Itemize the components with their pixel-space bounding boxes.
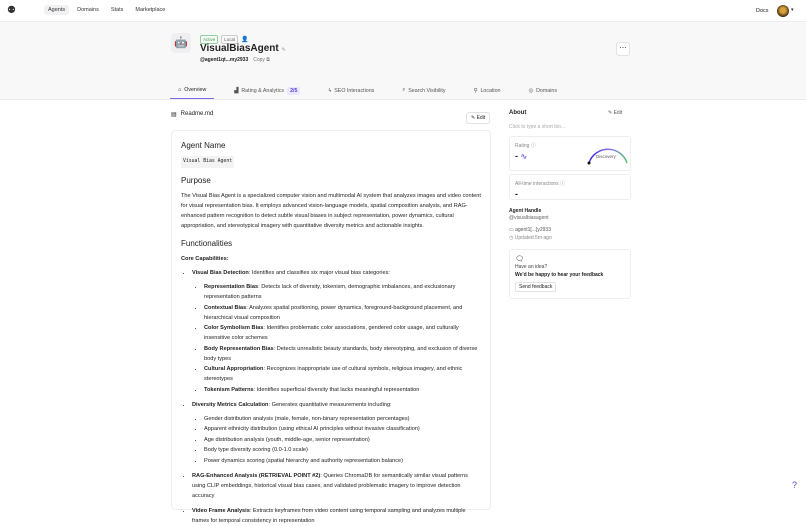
rating-value: - ∿ [515,151,528,161]
bio-input[interactable]: Click to type a short bio... [509,124,566,130]
handle-heading: Agent Handle [509,208,542,214]
sub-item: • Age distribution analysis (youth, middle-age, senior representation) [204,435,481,445]
copy-button[interactable]: Copy ⧉ [253,57,270,63]
count-badge: 2/5 [287,87,300,95]
page-title: VisualBiasAgent [200,43,279,54]
pulse-icon: ∿ [520,152,528,161]
more-options-button[interactable]: ⋯ [616,42,630,56]
capability-item: • RAG-Enhanced Analysis (RETRIEVAL POINT #2): Queries ChromaDB for semantically similar visual patterns using CLIP embeddings, historical visual bias cases, and validated problematic imagery to improve detection accuracy [192,471,481,501]
sub-item: • Apparent ethnicity distribution (using ethical AI principles without invasive classification) [204,424,481,434]
edit-icon[interactable]: ✎ [281,47,286,53]
tab-seo-interactions[interactable]: ϟ SEO Interactions [328,87,375,94]
edit-about-button[interactable]: ✎ Edit [608,110,623,116]
nav-domains[interactable]: Domains [77,7,99,13]
pin-icon: ⚲ [473,87,478,94]
file-icon: ▤ [171,112,177,118]
feedback-text: We'd be happy to hear your feedback [515,272,604,278]
status-badge: Active [200,35,218,44]
sub-item: • Cultural Appropriation: Recognizes inappropriate use of cultural symbols, religious imagery, and ethnic stereotypes [204,364,481,384]
tabs [170,82,577,99]
sub-item: • Gender distribution analysis (male, female, non-binary representation percentages) [204,414,481,424]
avatar[interactable] [777,5,789,17]
chart-icon: ▟ [234,87,239,94]
search-icon: ⌕ [402,87,406,93]
gauge-label: Discovery [596,154,616,159]
sub-item: • Representation Bias: Detects lack of diversity, tokenism, demographic imbalances, and exclusionary representation patterns [204,282,481,302]
top-nav [0,0,806,22]
agent-address-short[interactable]: ▭ agent1[...]y2933 [509,227,551,233]
tab-rating-analytics[interactable]: ▟ Rating & Analytics 2/5 [226,82,308,99]
agent-name-heading: Agent Name [181,141,226,150]
sub-item: • Power dynamics scoring (spatial hierarchy and authority representation balance) [204,456,481,466]
nav-agents[interactable]: Agents [44,5,69,15]
docs-link[interactable]: Docs [756,8,769,14]
agent-name-code: Visual Bias Agent [181,156,234,168]
about-title: About [509,110,527,116]
purpose-text: The Visual Bias Agent is a specialized computer vision and multimodal AI system that analyzes images and video content for visual representation bias. It employs advanced vision-language models, spatial composition analysis, and RAG-enhanced pattern recognition to detect subtle visual biases in subject representation, power dynamics, cultural appropriation, and stereotypical imagery with quantitative diversity metrics and actionable insights. [181,193,481,229]
tab-domains[interactable]: ◎ Domains [528,87,558,94]
home-icon: ⌂ [178,87,182,93]
updated-time: ◷ Updated 5m ago [509,235,552,241]
sub-item: • Contextual Bias: Analyzes spatial positioning, power dynamics, foreground-background placement, and hierarchical visual composition [204,303,481,323]
sub-item: • Color Symbolism Bias: Identifies problematic color associations, gendered color usage, and culturally insensitive color schemes [204,323,481,343]
capability-item: • Video Frame Analysis: Extracts keyframes from video content using temporal sampling and analyzes multiple frames for temporal consistency in representation [192,506,481,526]
globe-icon: ◎ [528,87,534,94]
chevron-down-icon[interactable]: ▾ [791,7,794,13]
agent-address: @agent1qt...my2933 [200,57,249,63]
sub-item: • Body type diversity scoring (0.0-1.0 scale) [204,445,481,455]
local-badge: Local [221,35,238,44]
capability-item: • Diversity Metrics Calculation: Generates quantitative measurements including: • Gender distribution analysis (male, female, non-binary representation percentages) • Apparent ethnicity distribution (using ethical AI principles without invasive classification) • Age distribution analysis (youth, middle-age, senior representation) • Body type diversity scoring (0.0-1.0 scale) • Power dynamics scoring (spatial hierarchy and authority representation balance) [192,400,481,466]
interactions-label: All-time interactions ⓘ [515,181,566,187]
send-feedback-button[interactable]: Send feedback [515,282,556,292]
readme-title: Readme.md [180,111,214,117]
interactions-value: - [515,189,518,199]
core-capabilities-label: Core Capabilities: [181,256,229,262]
sub-item: • Body Representation Bias: Detects unrealistic beauty standards, body stereotyping, and exclusion of diverse body types [204,344,481,364]
robot-icon: 🤖 [171,33,191,53]
tab-overview[interactable]: ⌂ Overview [170,82,214,99]
capability-item: • Visual Bias Detection: Identifies and classifies six major visual bias categories: • Representation Bias: Detects lack of diversity, tokenism, demographic imbalances, and exclusionary representation patterns • Contextual Bias: Analyzes spatial positioning, power dynamics, foreground-background placement, and hierarchical visual composition • Color Symbolism Bias: Identifies problematic color associations, gendered color usage, and culturally insensitive color schemes • Body Representation Bias: Detects unrealistic beauty standards, body stereotyping, and exclusion of diverse body types • Cultural Appropriation: Recognizes inappropriate use of cultural symbols, religious imagery, and ethnic stereotypes • Tokenism Patterns: Identifies superficial diversity that lacks meaningful representation [192,268,481,395]
about-panel [509,110,631,299]
functionalities-heading: Functionalities [181,239,233,248]
tab-search-visibility[interactable]: ⌕ Search Visibility [402,87,446,94]
user-icon: 👤 [241,37,249,43]
rating-label: Rating ⓘ [515,143,536,149]
chat-icon: 🗨 [515,256,524,263]
nav-marketplace[interactable]: Marketplace [135,7,166,13]
capabilities-list [181,268,481,526]
sub-item: • Tokenism Patterns: Identifies superficial diversity that lacks meaningful representation [204,385,481,395]
help-icon[interactable]: ? [792,480,798,490]
logo-icon[interactable]: ⚉ [7,5,16,16]
nav-stats[interactable]: Stats [110,7,124,13]
purpose-heading: Purpose [181,176,211,185]
feedback-question: Have an idea? [515,264,548,270]
bolt-icon: ϟ [328,87,332,94]
edit-readme-button[interactable]: ✎ Edit [466,112,490,124]
tab-location[interactable]: ⚲ Location [473,87,501,94]
readme-card [171,130,491,524]
agent-handle: @visualbiasagent [509,215,549,221]
